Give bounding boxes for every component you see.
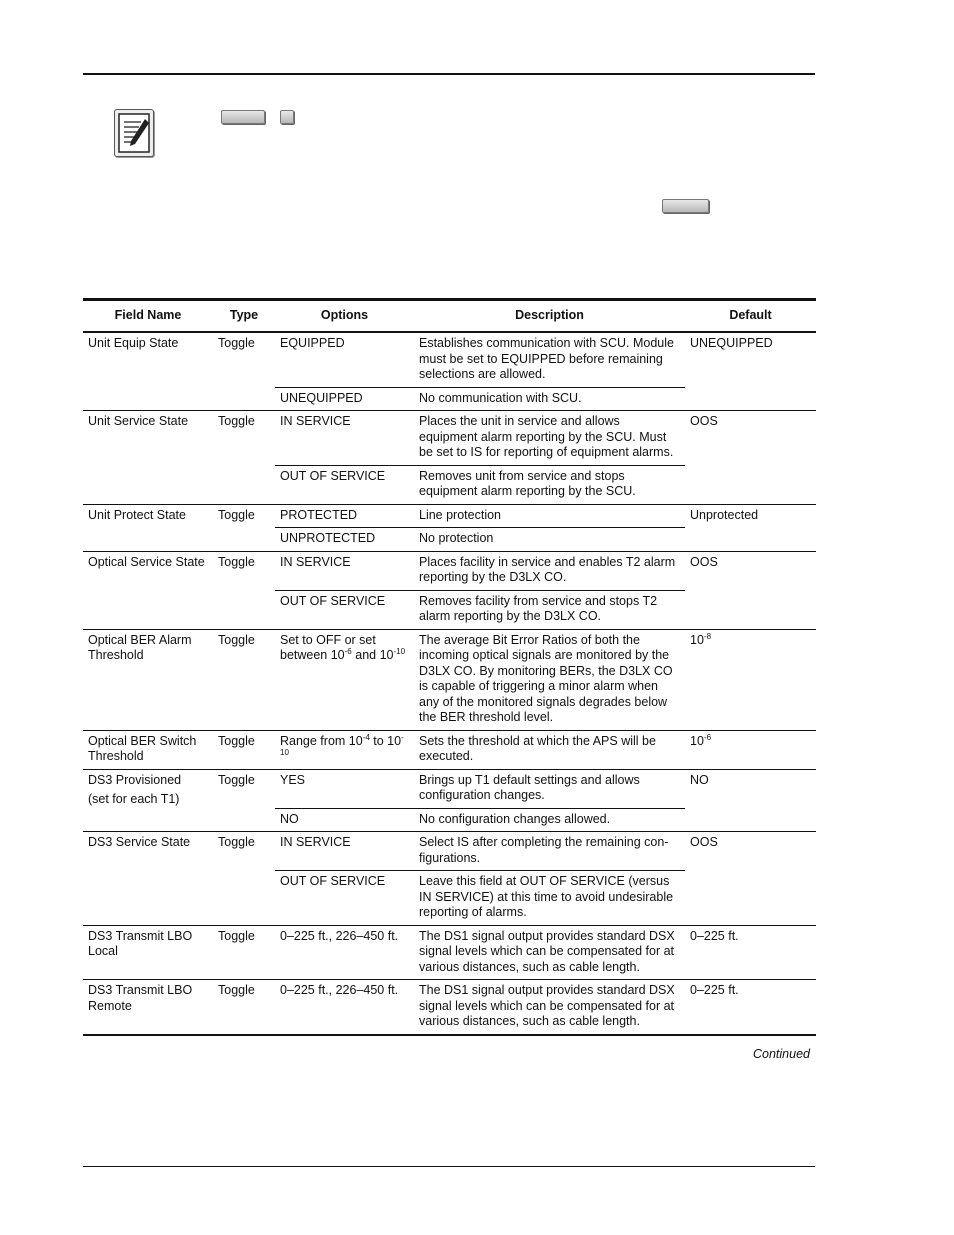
field-name: Unit Equip State (83, 332, 213, 411)
default-value: OOS (685, 551, 816, 629)
option-description: Establishes communication with SCU. Module must be set to EQUIPPED before remaining selections are allowed. (414, 332, 685, 387)
default-base: 10 (690, 733, 704, 748)
field-type: Toggle (213, 980, 275, 1035)
option-description: No communication with SCU. (414, 387, 685, 411)
field-type: Toggle (213, 925, 275, 980)
default-value (685, 730, 816, 769)
field-type: Toggle (213, 832, 275, 926)
key-icon (662, 199, 709, 213)
field-type: Toggle (213, 332, 275, 411)
header-default: Default (685, 300, 816, 333)
option-description: Line protection (414, 504, 685, 528)
footer-rule (83, 1166, 815, 1167)
option-text: Range from 10 (280, 733, 363, 748)
default-value: NO (685, 769, 816, 832)
default-value: Unprotected (685, 504, 816, 551)
option-description: No protection (414, 528, 685, 552)
option-description: The average Bit Error Ratios of both the incoming optical signals are monitored by the D3LX CO. By monitoring BERs, the D3LX CO is capable of triggering a minor alarm when any of the monitored signals degrades below the BER threshold level. (414, 629, 685, 730)
table-row (83, 769, 816, 808)
option-description: Select IS after completing the remaining con-figurations. (414, 832, 685, 871)
option-description: Places the unit in service and allows equipment alarm reporting by the SCU. Must be set to IS for reporting of equipment alarms. (414, 411, 685, 466)
default-base: 10 (690, 632, 704, 647)
option-description: Sets the threshold at which the APS will be executed. (414, 730, 685, 769)
table-header-row (83, 300, 816, 333)
field-type: Toggle (213, 504, 275, 551)
header-options: Options (275, 300, 414, 333)
option-description: Removes facility from service and stops T2 alarm reporting by the D3LX CO. (414, 590, 685, 629)
note-pencil-icon (114, 109, 154, 157)
option-description: The DS1 signal output provides standard DSX signal levels which can be compensated for at various distances, such as cable length. (414, 925, 685, 980)
field-name: Optical BER Switch Threshold (83, 730, 213, 769)
option-value (275, 730, 414, 769)
default-value: 0–225 ft. (685, 925, 816, 980)
field-name: Unit Service State (83, 411, 213, 505)
field-name: Optical BER Alarm Threshold (83, 629, 213, 730)
header-type: Type (213, 300, 275, 333)
option-text: Set to OFF or set between 10 (280, 632, 376, 662)
option-value: OUT OF SERVICE (275, 590, 414, 629)
option-value: UNPROTECTED (275, 528, 414, 552)
default-value (685, 629, 816, 730)
continued-label: Continued (753, 1047, 810, 1061)
option-value: OUT OF SERVICE (275, 465, 414, 504)
field-name-text: DS3 Provisioned (88, 772, 182, 787)
option-value: OUT OF SERVICE (275, 871, 414, 926)
option-description: Leave this field at OUT OF SERVICE (versus IN SERVICE) at this time to avoid undesirable reporting of alarms. (414, 871, 685, 926)
option-description: No configuration changes allowed. (414, 808, 685, 832)
field-name: Unit Protect State (83, 504, 213, 551)
field-name: Optical Service State (83, 551, 213, 629)
table-row (83, 551, 816, 590)
field-name-note: (set for each T1) (88, 792, 180, 806)
default-exponent: -6 (703, 732, 712, 742)
header-field-name: Field Name (83, 300, 213, 333)
option-text: to 10 (369, 733, 402, 748)
option-description: Removes unit from service and stops equipment alarm reporting by the SCU. (414, 465, 685, 504)
option-exponent: -4 (362, 732, 370, 742)
option-text: and 10 (351, 648, 394, 662)
option-description: Places facility in service and enables T2 alarm reporting by the D3LX CO. (414, 551, 685, 590)
option-value: YES (275, 769, 414, 808)
option-exponent: -10 (393, 646, 406, 656)
option-exponent: -6 (344, 646, 352, 656)
field-name: DS3 Transmit LBO Local (83, 925, 213, 980)
key-icon (280, 110, 294, 124)
option-value: IN SERVICE (275, 832, 414, 871)
default-value: UNEQUIPPED (685, 332, 816, 411)
option-value: NO (275, 808, 414, 832)
option-description: The DS1 signal output provides standard DSX signal levels which can be compensated for at various distances, such as cable length. (414, 980, 685, 1035)
field-type: Toggle (213, 411, 275, 505)
table-row (83, 730, 816, 769)
option-value: 0–225 ft., 226–450 ft. (275, 980, 414, 1035)
table-row (83, 504, 816, 528)
table-row (83, 629, 816, 730)
table-row (83, 332, 816, 387)
field-name: DS3 Service State (83, 832, 213, 926)
option-value: UNEQUIPPED (275, 387, 414, 411)
field-name: DS3 Transmit LBO Remote (83, 980, 213, 1035)
option-value: EQUIPPED (275, 332, 414, 387)
default-value: OOS (685, 832, 816, 926)
option-exponent: -10 (280, 732, 404, 757)
option-value: IN SERVICE (275, 551, 414, 590)
option-value: 0–225 ft., 226–450 ft. (275, 925, 414, 980)
table-row (83, 832, 816, 871)
field-name (83, 769, 213, 832)
table-row (83, 411, 816, 466)
field-type: Toggle (213, 551, 275, 629)
default-value: OOS (685, 411, 816, 505)
default-exponent: -8 (703, 631, 712, 641)
field-type: Toggle (213, 730, 275, 769)
configuration-table (83, 298, 816, 1036)
option-value: PROTECTED (275, 504, 414, 528)
key-icon (221, 110, 265, 124)
table-row (83, 925, 816, 980)
header-rule (83, 73, 815, 75)
field-type: Toggle (213, 769, 275, 832)
default-value: 0–225 ft. (685, 980, 816, 1035)
table-row (83, 980, 816, 1035)
option-value: IN SERVICE (275, 411, 414, 466)
option-description: Brings up T1 default settings and allows configuration changes. (414, 769, 685, 808)
field-type: Toggle (213, 629, 275, 730)
option-value (275, 629, 414, 730)
header-description: Description (414, 300, 685, 333)
